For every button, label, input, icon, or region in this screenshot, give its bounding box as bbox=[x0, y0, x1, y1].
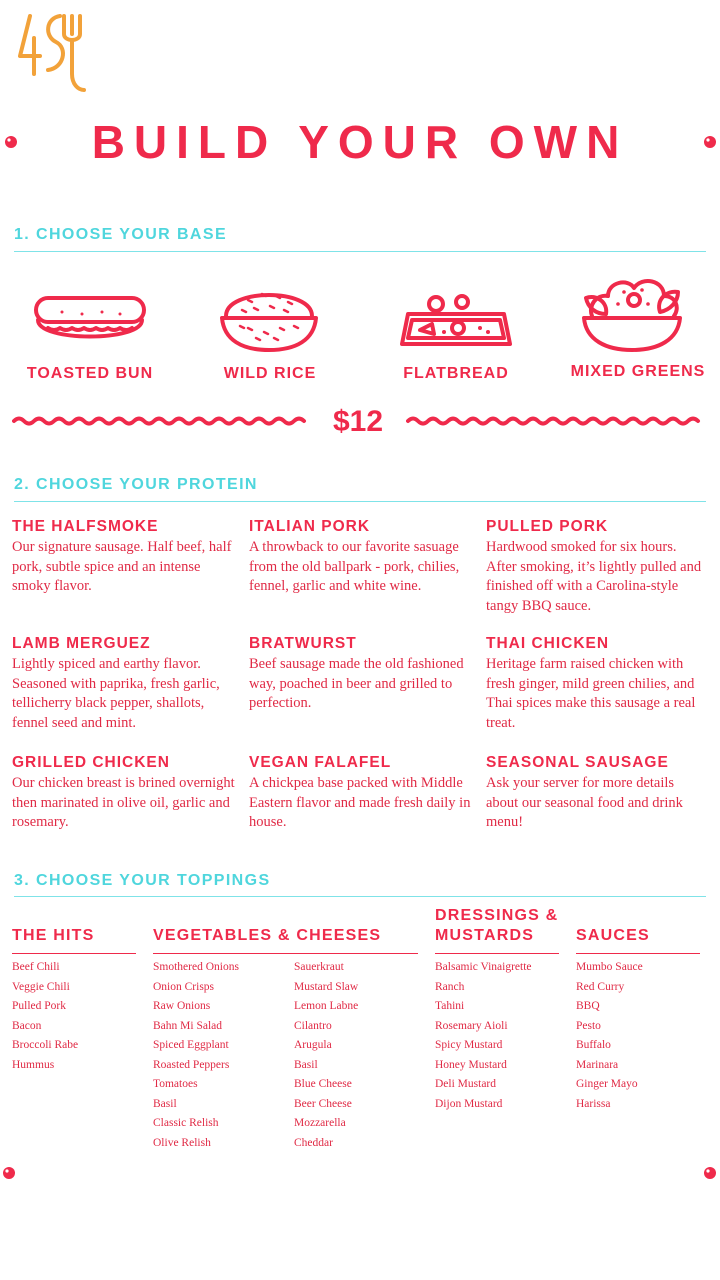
list-item: Ranch bbox=[435, 980, 465, 993]
page-title: BUILD YOUR OWN bbox=[91, 116, 629, 168]
protein-name: ITALIAN PORK bbox=[249, 518, 371, 535]
list-item: Olive Relish bbox=[153, 1136, 211, 1149]
protein-name: PULLED PORK bbox=[486, 518, 609, 535]
protein-item bbox=[486, 517, 708, 616]
list-item: Lemon Labne bbox=[294, 1000, 359, 1012]
toppings-heading-vegetables: VEGETABLES & CHEESES bbox=[153, 927, 382, 944]
protein-item bbox=[486, 634, 708, 733]
protein-item bbox=[249, 634, 474, 714]
list-item: Hummus bbox=[12, 1058, 55, 1071]
list-item: Bahn Mi Salad bbox=[153, 1019, 222, 1032]
list-item: Pesto bbox=[576, 1019, 601, 1032]
toppings-list-dressings bbox=[435, 958, 532, 1114]
list-item: Red Curry bbox=[576, 980, 625, 993]
protein-item bbox=[12, 634, 237, 733]
toppings-divider bbox=[12, 953, 136, 954]
section-heading-toppings: 3. CHOOSE YOUR TOPPINGS bbox=[14, 872, 271, 889]
list-item: Beer Cheese bbox=[294, 1097, 352, 1110]
protein-description: A throwback to our favorite sasuage from the old ballpark - pork, chilies, fennel, garlic and white wine. bbox=[249, 539, 460, 594]
list-item: Spiced Eggplant bbox=[153, 1039, 229, 1051]
toppings-heading-line: DRESSINGS & bbox=[435, 907, 559, 924]
section-divider bbox=[14, 896, 706, 897]
protein-item bbox=[486, 753, 708, 833]
toppings-list-cheeses bbox=[294, 958, 358, 1153]
base-label-mixed-greens: MIXED GREENS bbox=[570, 363, 706, 380]
protein-description: A chickpea base packed with Middle Eastern flavor and made fresh daily in house. bbox=[249, 775, 471, 830]
toppings-heading-dressings bbox=[435, 906, 558, 946]
toppings-divider bbox=[153, 953, 418, 954]
section-heading-base: 1. CHOOSE YOUR BASE bbox=[14, 226, 228, 243]
protein-description: Heritage farm raised chicken with fresh ginger, mild green chilies, and Thai spices make this sausage a real treat. bbox=[486, 656, 696, 731]
base-label-flatbread: FLATBREAD bbox=[403, 365, 509, 382]
protein-description: Ask your server for more details about our seasonal food and drink menu! bbox=[486, 775, 683, 830]
protein-description: Hardwood smoked for six hours. After smoking, it’s lightly pulled and finished off with a Carolina-style tangy BBQ sauce. bbox=[486, 539, 702, 614]
salad-bowl-icon bbox=[578, 268, 686, 354]
list-item: Classic Relish bbox=[153, 1117, 219, 1129]
list-item: Cheddar bbox=[294, 1136, 333, 1149]
flatbread-icon bbox=[398, 290, 514, 350]
list-item: Veggie Chili bbox=[12, 980, 70, 993]
list-item: Honey Mustard bbox=[435, 1058, 507, 1071]
protein-description: Beef sausage made the old fashioned way, poached in beer and grilled to perfection. bbox=[249, 656, 464, 711]
protein-description: Lightly spiced and earthy flavor. Seasoned with paprika, fresh garlic, tellicherry black pepper, shallots, fennel seed and mint. bbox=[12, 656, 220, 731]
list-item: Pulled Pork bbox=[12, 1000, 66, 1012]
protein-item bbox=[12, 517, 237, 597]
list-item: Raw Onions bbox=[153, 1000, 211, 1012]
list-item: Beef Chili bbox=[12, 961, 60, 973]
protein-name: BRATWURST bbox=[249, 635, 357, 652]
list-item: Arugula bbox=[294, 1039, 332, 1051]
section-heading-protein: 2. CHOOSE YOUR PROTEIN bbox=[14, 476, 258, 493]
decorative-dot-icon bbox=[2, 1166, 16, 1180]
logo-icon bbox=[16, 12, 88, 94]
section-divider bbox=[14, 501, 706, 502]
list-item: Spicy Mustard bbox=[435, 1039, 503, 1051]
toppings-heading-hits: THE HITS bbox=[12, 927, 95, 944]
base-label-wild-rice: WILD RICE bbox=[223, 365, 317, 382]
list-item: Marinara bbox=[576, 1058, 619, 1071]
protein-name: THE HALFSMOKE bbox=[12, 518, 159, 535]
hot-dog-bun-icon bbox=[32, 292, 148, 350]
list-item: Balsamic Vinaigrette bbox=[435, 961, 532, 973]
list-item: BBQ bbox=[576, 1000, 600, 1012]
protein-description: Our signature sausage. Half beef, half pork, subtle spice and an intense smoky flavor. bbox=[12, 539, 232, 594]
list-item: Cilantro bbox=[294, 1019, 332, 1032]
list-item: Dijon Mustard bbox=[435, 1097, 503, 1110]
price-label: $12 bbox=[332, 405, 384, 438]
list-item: Sauerkraut bbox=[294, 961, 344, 973]
list-item: Harissa bbox=[576, 1097, 611, 1110]
toppings-divider bbox=[435, 953, 559, 954]
list-item: Deli Mustard bbox=[435, 1078, 497, 1090]
list-item: Basil bbox=[294, 1058, 318, 1071]
list-item: Bacon bbox=[12, 1019, 42, 1032]
list-item: Broccoli Rabe bbox=[12, 1039, 79, 1051]
protein-description: Our chicken breast is brined overnight then marinated in olive oil, garlic and rosemary. bbox=[12, 775, 235, 830]
decorative-dot-icon bbox=[703, 1166, 717, 1180]
protein-name: SEASONAL SAUSAGE bbox=[486, 754, 669, 771]
toppings-divider bbox=[576, 953, 700, 954]
wavy-divider-right bbox=[406, 414, 706, 428]
list-item: Mumbo Sauce bbox=[576, 961, 643, 973]
toppings-list-vegetables bbox=[153, 958, 239, 1153]
toppings-heading-sauces: SAUCES bbox=[576, 927, 650, 944]
protein-item bbox=[249, 517, 474, 597]
toppings-heading-line: MUSTARDS bbox=[435, 927, 535, 944]
protein-name: LAMB MERGUEZ bbox=[12, 635, 151, 652]
list-item: Ginger Mayo bbox=[576, 1078, 638, 1090]
list-item: Tahini bbox=[435, 1000, 465, 1012]
base-label-toasted-bun: TOASTED BUN bbox=[26, 365, 154, 382]
toppings-list-hits bbox=[12, 958, 78, 1075]
list-item: Blue Cheese bbox=[294, 1078, 352, 1090]
list-item: Mustard Slaw bbox=[294, 980, 359, 993]
list-item: Rosemary Aioli bbox=[435, 1019, 508, 1032]
list-item: Onion Crisps bbox=[153, 980, 215, 993]
list-item: Mozzarella bbox=[294, 1117, 346, 1129]
protein-item bbox=[12, 753, 237, 833]
list-item: Smothered Onions bbox=[153, 961, 239, 973]
list-item: Buffalo bbox=[576, 1039, 611, 1051]
rice-bowl-icon bbox=[218, 278, 320, 354]
protein-name: GRILLED CHICKEN bbox=[12, 754, 170, 771]
protein-item bbox=[249, 753, 474, 833]
list-item: Tomatoes bbox=[153, 1078, 198, 1090]
list-item: Roasted Peppers bbox=[153, 1058, 230, 1071]
section-divider bbox=[14, 251, 706, 252]
wavy-divider-left bbox=[12, 414, 312, 428]
toppings-list-sauces bbox=[576, 958, 643, 1114]
list-item: Basil bbox=[153, 1097, 177, 1110]
protein-name: VEGAN FALAFEL bbox=[249, 754, 392, 771]
protein-name: THAI CHICKEN bbox=[486, 635, 610, 652]
